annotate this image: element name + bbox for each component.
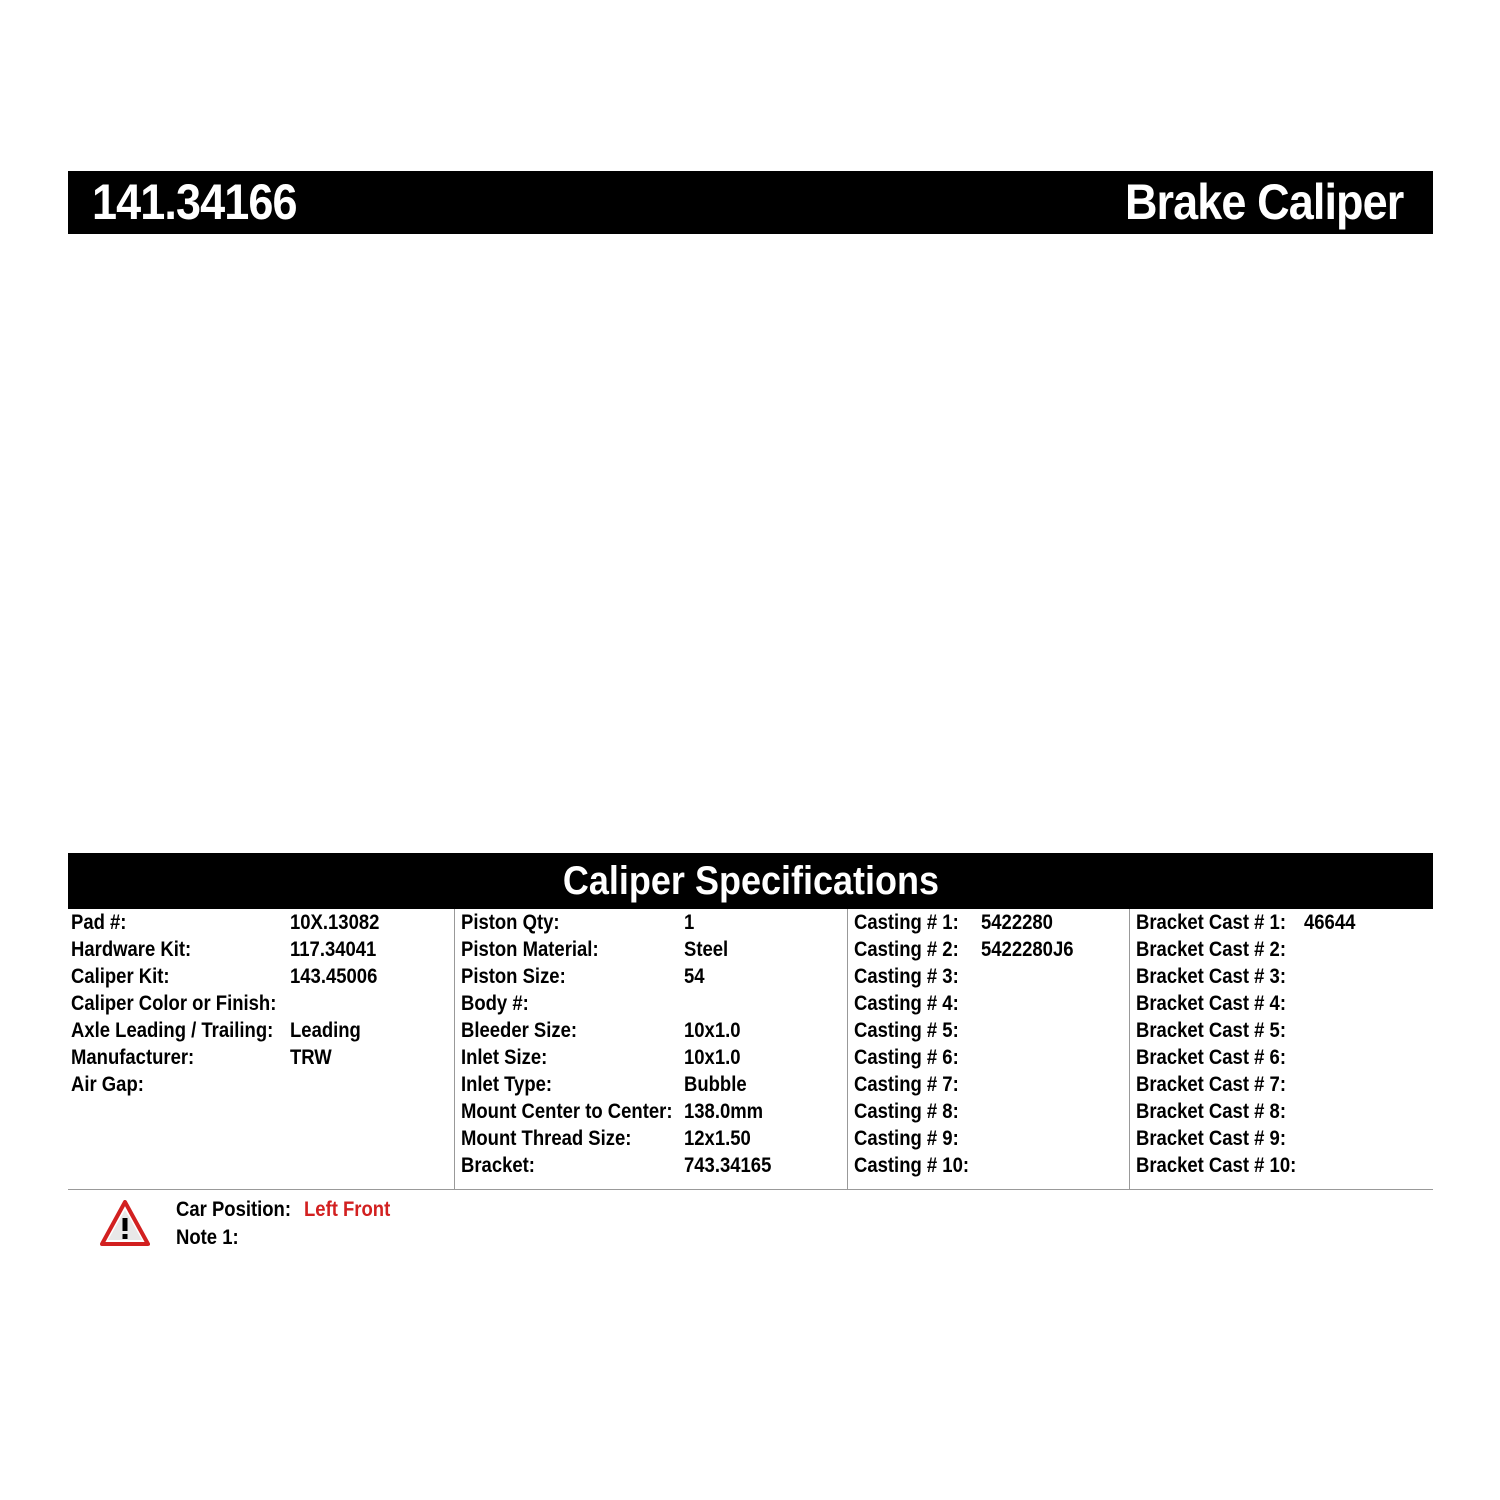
spec-value: Leading — [290, 1019, 361, 1042]
car-position-label: Car Position: — [176, 1198, 292, 1221]
spec-label: Hardware Kit: — [71, 938, 192, 961]
spec-column-casting — [847, 909, 1129, 1189]
spec-row — [848, 1125, 1129, 1152]
spec-row — [1130, 1098, 1433, 1125]
spec-label: Casting # 9: — [854, 1127, 959, 1150]
spec-label: Casting # 4: — [854, 992, 959, 1015]
spec-row — [1130, 936, 1433, 963]
spec-value: 743.34165 — [684, 1154, 772, 1177]
spec-row — [68, 1071, 454, 1098]
spec-row — [848, 1071, 1129, 1098]
spec-label: Bracket Cast # 6: — [1136, 1046, 1286, 1069]
spec-row — [455, 990, 847, 1017]
spec-label: Casting # 1: — [854, 911, 959, 934]
spec-row — [1130, 1125, 1433, 1152]
spec-label: Axle Leading / Trailing: — [71, 1019, 274, 1042]
spec-label: Inlet Size: — [461, 1046, 548, 1069]
spec-row — [68, 963, 454, 990]
spec-row — [1130, 990, 1433, 1017]
spec-label: Mount Thread Size: — [461, 1127, 632, 1150]
spec-value: Steel — [684, 938, 729, 961]
title-bar — [68, 171, 1433, 234]
spec-label: Casting # 8: — [854, 1100, 959, 1123]
spec-label: Casting # 10: — [854, 1154, 970, 1177]
spec-label: Piston Material: — [461, 938, 599, 961]
spec-value: 54 — [684, 965, 705, 988]
spec-label: Mount Center to Center: — [461, 1100, 673, 1123]
spec-row — [848, 936, 1129, 963]
spec-label: Manufacturer: — [71, 1046, 195, 1069]
spec-row — [455, 963, 847, 990]
spec-label: Bracket Cast # 5: — [1136, 1019, 1286, 1042]
spec-label: Air Gap: — [71, 1073, 144, 1096]
spec-value: 5422280J6 — [981, 938, 1074, 961]
spec-row — [455, 936, 847, 963]
spec-row — [1130, 963, 1433, 990]
spec-row — [455, 1152, 847, 1179]
spec-column-bracket-cast — [1129, 909, 1433, 1189]
spec-row — [1130, 909, 1433, 936]
spec-value: 12x1.50 — [684, 1127, 751, 1150]
spec-row — [455, 1017, 847, 1044]
spec-row — [848, 1098, 1129, 1125]
spec-row — [848, 909, 1129, 936]
spec-label: Pad #: — [71, 911, 127, 934]
spec-label: Body #: — [461, 992, 529, 1015]
spec-row — [848, 1017, 1129, 1044]
spec-label: Casting # 5: — [854, 1019, 959, 1042]
spec-value: 117.34041 — [290, 938, 377, 961]
spec-value: 10x1.0 — [684, 1046, 741, 1069]
specifications-table — [68, 909, 1433, 1190]
spec-label: Piston Qty: — [461, 911, 560, 934]
spec-value: 5422280 — [981, 911, 1053, 934]
spec-label: Casting # 7: — [854, 1073, 959, 1096]
spec-row — [455, 1044, 847, 1071]
spec-label: Bracket Cast # 10: — [1136, 1154, 1297, 1177]
spec-label: Bracket: — [461, 1154, 535, 1177]
spec-value: 10x1.0 — [684, 1019, 741, 1042]
spec-label: Bracket Cast # 2: — [1136, 938, 1286, 961]
note-1-row — [100, 1224, 600, 1252]
spec-value: Bubble — [684, 1073, 747, 1096]
spec-label: Bracket Cast # 9: — [1136, 1127, 1286, 1150]
part-number: 141.34166 — [92, 174, 297, 230]
spec-value: TRW — [290, 1046, 332, 1069]
spec-label: Piston Size: — [461, 965, 566, 988]
spec-value: 1 — [684, 911, 695, 934]
spec-row — [455, 1125, 847, 1152]
spec-row — [1130, 1071, 1433, 1098]
spec-row — [1130, 1152, 1433, 1179]
spec-label: Bracket Cast # 8: — [1136, 1100, 1286, 1123]
spec-label: Caliper Kit: — [71, 965, 170, 988]
spec-column-general — [68, 909, 454, 1189]
spec-label: Bracket Cast # 1: — [1136, 911, 1286, 934]
spec-row — [1130, 1044, 1433, 1071]
spec-label: Bracket Cast # 3: — [1136, 965, 1286, 988]
spec-label: Caliper Color or Finish: — [71, 992, 277, 1015]
spec-row — [848, 963, 1129, 990]
spec-label: Inlet Type: — [461, 1073, 553, 1096]
specifications-title: Caliper Specifications — [562, 859, 939, 903]
spec-label: Bleeder Size: — [461, 1019, 578, 1042]
spec-row — [455, 1071, 847, 1098]
spec-value: 10X.13082 — [290, 911, 380, 934]
spec-row — [1130, 1017, 1433, 1044]
spec-value: 138.0mm — [684, 1100, 764, 1123]
spec-label: Bracket Cast # 4: — [1136, 992, 1286, 1015]
car-position-value: Left Front — [304, 1198, 391, 1221]
spec-value: 46644 — [1304, 911, 1356, 934]
spec-row — [848, 1152, 1129, 1179]
notes-section — [100, 1196, 600, 1252]
spec-row — [68, 909, 454, 936]
spec-row — [68, 1017, 454, 1044]
spec-row — [68, 936, 454, 963]
spec-row — [68, 990, 454, 1017]
spec-label: Casting # 2: — [854, 938, 959, 961]
spec-row — [848, 1044, 1129, 1071]
spec-value: 143.45006 — [290, 965, 378, 988]
spec-label: Casting # 3: — [854, 965, 959, 988]
spec-label: Bracket Cast # 7: — [1136, 1073, 1286, 1096]
spec-row — [848, 990, 1129, 1017]
car-position-row — [100, 1196, 600, 1224]
specifications-header — [68, 853, 1433, 909]
spec-label: Casting # 6: — [854, 1046, 959, 1069]
spec-row — [455, 909, 847, 936]
spec-column-piston — [454, 909, 847, 1189]
product-type: Brake Caliper — [1124, 174, 1403, 230]
note-1-label: Note 1: — [176, 1226, 239, 1249]
spec-row — [455, 1098, 847, 1125]
spec-row — [68, 1044, 454, 1071]
